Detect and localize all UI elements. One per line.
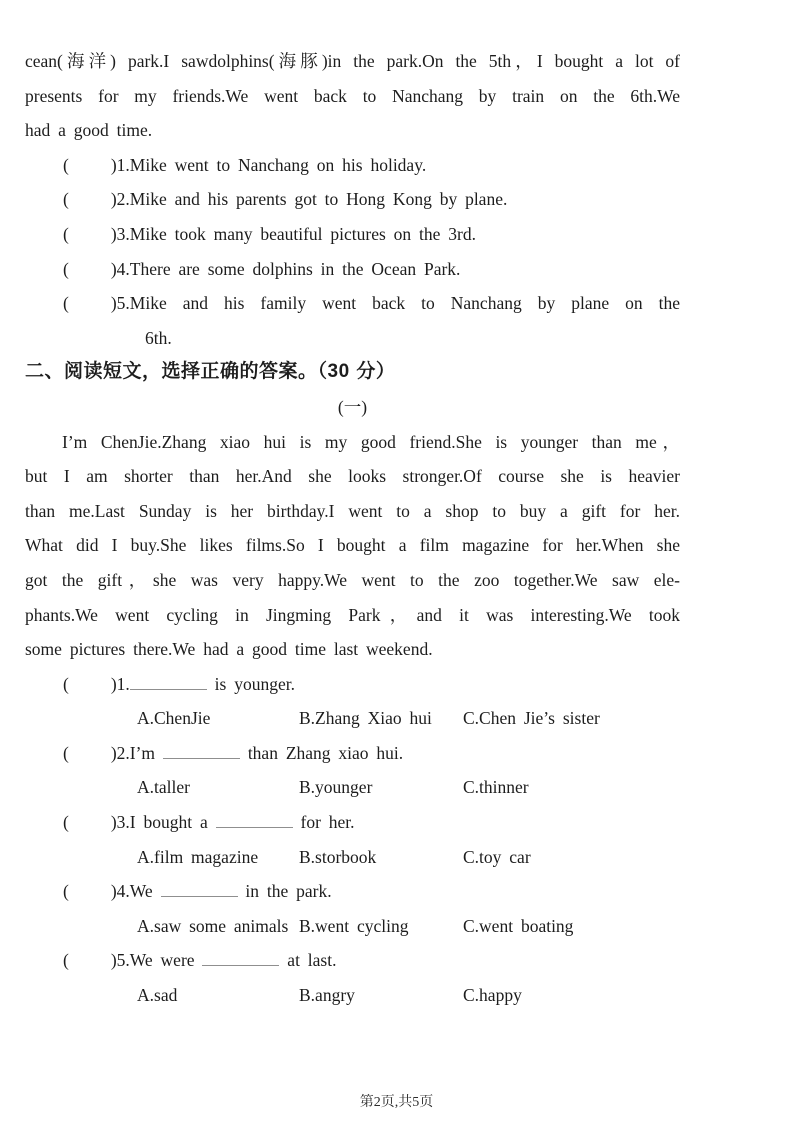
mc-options-1 — [25, 701, 680, 736]
passage2-line: I’m ChenJie.Zhang xiao hui is my good friend.She is younger than me， — [62, 431, 680, 452]
question-number: 1. — [116, 673, 130, 694]
item-text: There are some dolphins in the Ocean Park. — [129, 258, 461, 279]
answer-parens: ( ) — [63, 673, 117, 694]
option-a: A.taller — [137, 777, 190, 798]
fill-in-blank — [130, 674, 207, 690]
question-text-pre: We were — [129, 950, 203, 971]
mc-question-3 — [25, 805, 680, 840]
option-b: B.younger — [299, 777, 373, 798]
option-c: C.Chen Jie’s sister — [463, 708, 600, 729]
mc-question-2 — [25, 736, 680, 771]
fill-in-blank — [216, 812, 293, 828]
item-number: 3. — [116, 223, 130, 244]
question-number: 4. — [116, 881, 130, 902]
question-number: 2. — [116, 742, 130, 763]
option-c: C.toy car — [463, 846, 531, 867]
passage2-line: What did I buy.She likes films.So I bought a film magazine for her.When she — [25, 535, 680, 556]
question-text-post: is younger. — [206, 673, 295, 694]
true-false-item-5-continuation: 6th. — [145, 327, 172, 348]
question-text-pre: I’m — [129, 742, 163, 763]
item-text: Mike and his family went back to Nanchang by plane on the — [129, 293, 680, 314]
true-false-item-3 — [25, 217, 680, 252]
true-false-item-2 — [25, 182, 680, 217]
option-c: C.went boating — [463, 915, 574, 936]
answer-parens: ( ) — [63, 223, 117, 244]
mc-options-3 — [25, 840, 680, 875]
page-number-footer: 第2页,共5页 — [359, 1095, 434, 1110]
item-text: Mike and his parents got to Hong Kong by plane. — [129, 189, 508, 210]
passage1-line: had a good time. — [25, 120, 153, 141]
answer-parens: ( ) — [63, 881, 117, 902]
fill-in-blank — [163, 743, 240, 759]
item-text: Mike took many beautiful pictures on the 3rd. — [129, 223, 477, 244]
question-number: 5. — [116, 950, 130, 971]
option-c: C.happy — [463, 985, 522, 1006]
option-b: B.went cycling — [299, 915, 409, 936]
option-a: A.saw some animals — [137, 915, 289, 936]
mc-options-5 — [25, 978, 680, 1013]
mc-question-4 — [25, 874, 680, 909]
item-number: 4. — [116, 258, 130, 279]
fill-in-blank — [161, 881, 238, 897]
section-heading: 二、阅读短文，选择正确的答案。（30 分） — [25, 361, 396, 383]
passage1-line: cean(海洋) park.I sawdolphins(海豚)in the park.On the 5th，I bought a lot of — [25, 51, 680, 71]
answer-parens: ( ) — [63, 742, 117, 763]
option-a: A.film magazine — [137, 846, 259, 867]
mc-options-2 — [25, 770, 680, 805]
answer-parens: ( ) — [63, 154, 117, 175]
true-false-item-1 — [25, 148, 680, 183]
answer-parens: ( ) — [63, 293, 117, 314]
item-number: 1. — [116, 154, 130, 175]
mc-options-4 — [25, 909, 680, 944]
option-b: B.angry — [299, 985, 355, 1006]
passage2-line: some pictures there.We had a good time last weekend. — [25, 639, 433, 660]
mc-question-1 — [25, 667, 680, 702]
option-a: A.ChenJie — [137, 708, 211, 729]
question-text-post: at last. — [279, 950, 337, 971]
question-text-post: for her. — [292, 812, 355, 833]
mc-question-5 — [25, 943, 680, 978]
answer-parens: ( ) — [63, 189, 117, 210]
item-number: 2. — [116, 189, 130, 210]
answer-parens: ( ) — [63, 258, 117, 279]
question-number: 3. — [116, 812, 130, 833]
passage2-line: but I am shorter than her.And she looks stronger.Of course she is heavier — [25, 466, 680, 487]
option-a: A.sad — [137, 985, 178, 1006]
option-b: B.Zhang Xiao hui — [299, 708, 432, 729]
passage1-line: presents for my friends.We went back to Nanchang by train on the 6th.We — [25, 85, 680, 106]
part-label: (一) — [337, 396, 368, 417]
option-c: C.thinner — [463, 777, 529, 798]
passage2-line: phants.We went cycling in Jingming Park，and it was interesting.We took — [25, 604, 680, 625]
passage2-line: got the gift，she was very happy.We went to the zoo together.We saw ele- — [25, 569, 680, 590]
question-text-pre: I bought a — [129, 812, 216, 833]
answer-parens: ( ) — [63, 812, 117, 833]
answer-parens: ( ) — [63, 950, 117, 971]
item-number: 5. — [116, 293, 130, 314]
item-text: Mike went to Nanchang on his holiday. — [129, 154, 427, 175]
question-text-pre: We — [129, 881, 161, 902]
page-content — [25, 44, 680, 1013]
question-text-post: in the park. — [237, 881, 332, 902]
passage2-line: than me.Last Sunday is her birthday.I went to a shop to buy a gift for her. — [25, 500, 680, 521]
option-b: B.storbook — [299, 846, 377, 867]
question-text-post: than Zhang xiao hui. — [239, 742, 404, 763]
fill-in-blank — [202, 950, 279, 966]
true-false-item-5 — [25, 286, 680, 321]
true-false-item-4 — [25, 252, 680, 287]
